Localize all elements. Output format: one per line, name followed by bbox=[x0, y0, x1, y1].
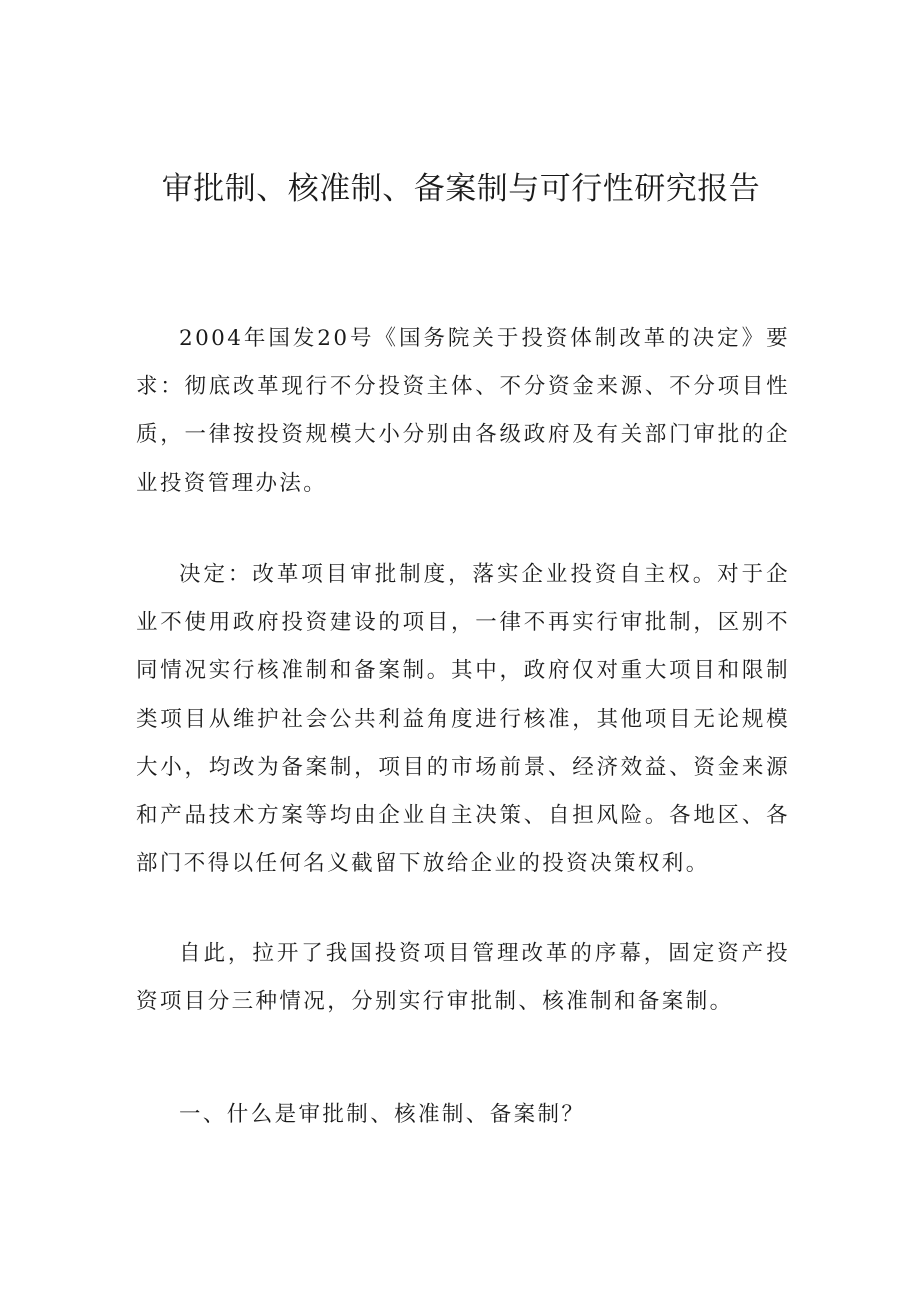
paragraph-decision-details: 决定：改革项目审批制度，落实企业投资自主权。对于企业不使用政府投资建设的项目，一律不再实行审批制，区别不同情况实行核准制和备案制。其中，政府仅对重大项目和限制类项目从维护社会公共利益角度进行核准，其他项目无论规模大小，均改为备案制，项目的市场前景、经济效益、资金来源和产品技术方案等均由企业自主决策、自担风险。各地区、各部门不得以任何名义截留下放给企业的投资决策权利。 bbox=[136, 562, 790, 877]
section-heading-what-is: 一、什么是审批制、核准制、备案制？ bbox=[179, 1102, 586, 1127]
paragraph-reform-prelude: 自此，拉开了我国投资项目管理改革的序幕，固定资产投资项目分三种情况，分别实行审批制、核准制和备案制。 bbox=[136, 941, 790, 1015]
paragraph-investment-reform-decision: 2004年国发20号《国务院关于投资体制改革的决定》要求：彻底改革现行不分投资主体、不分资金来源、不分项目性质，一律按投资规模大小分别由各级政府及有关部门审批的企业投资管理办法。 bbox=[136, 326, 790, 496]
document-title: 审批制、核准制、备案制与可行性研究报告 bbox=[161, 171, 761, 207]
